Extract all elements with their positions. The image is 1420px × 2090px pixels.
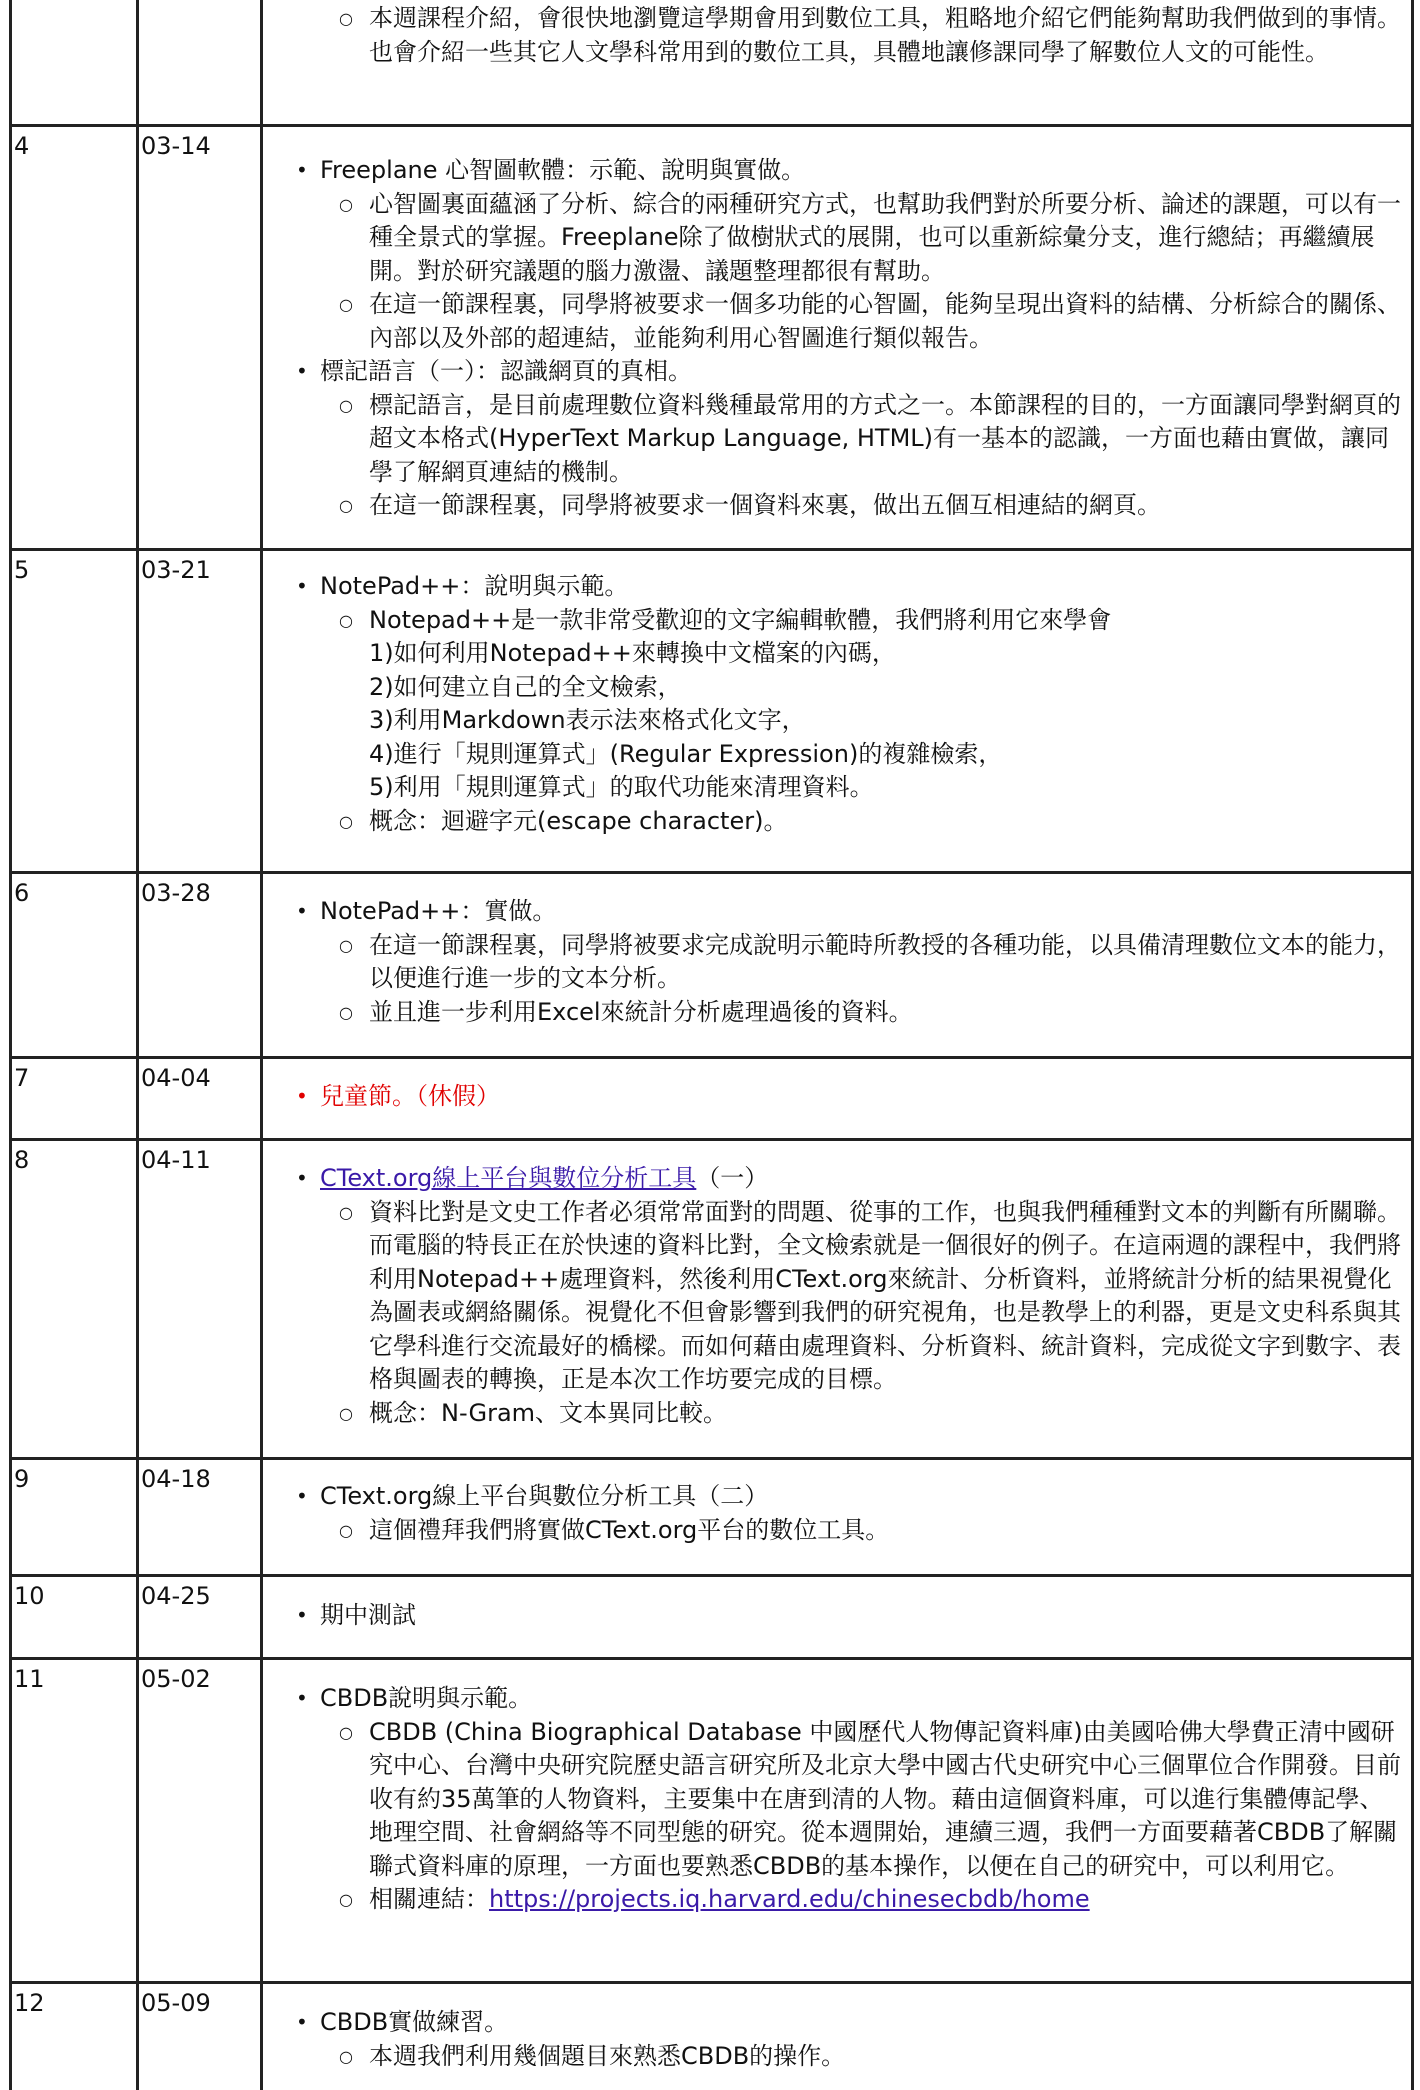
list-line: 4)進行「規則運算式」(Regular Expression)的複雜檢索，: [369, 739, 1003, 768]
week-cell: 6: [12, 874, 139, 1056]
related-links-label: 相關連結：: [369, 1885, 489, 1913]
list-item: ○ 這個禮拜我們將實做CText.org平台的數位工具。: [263, 1514, 1405, 1548]
content-cell: [263, 127, 1411, 548]
list-item: ○ 在這一節課程裏，同學將被要求一個資料來裏，做出五個互相連結的網頁。: [263, 489, 1405, 523]
list-item: ○ 本週課程介紹，會很快地瀏覽這學期會用到數位工具，粗略地介紹它們能夠幫助我們做到的事情。也會介紹一些其它人文學科常用到的數位工具，具體地讓修課同學了解數位人文的可能性。: [263, 2, 1405, 69]
cbdb-link[interactable]: https://projects.iq.harvard.edu/chinesecbdb/home: [489, 1885, 1090, 1913]
list-item: ○ 概念：迴避字元(escape character)。: [263, 805, 1405, 839]
table-row: [9, 1141, 1414, 1460]
list-item: ○ 本週我們利用幾個題目來熟悉CBDB的操作。: [263, 2040, 1405, 2074]
date-cell: 03-28: [139, 874, 263, 1056]
holiday-notice: • 兒童節。（休假）: [263, 1080, 1405, 1114]
table-row: [9, 551, 1414, 874]
content-cell: [263, 1577, 1411, 1657]
list-item: • CBDB實做練習。: [263, 2006, 1405, 2040]
list-line: 2)如何建立自己的全文檢索，: [369, 672, 682, 701]
table-row: [9, 874, 1414, 1059]
list-line: ○ Notepad++是一款非常受歡迎的文字編輯軟體，我們將利用它來學會: [369, 605, 1112, 634]
date-cell: [139, 0, 263, 124]
content-cell: [263, 874, 1411, 1056]
table-row: [9, 1059, 1414, 1141]
table-row: [9, 127, 1414, 551]
week-cell: 4: [12, 127, 139, 548]
date-cell: 03-14: [139, 127, 263, 548]
week-cell: 11: [12, 1660, 139, 1981]
content-cell: [263, 1660, 1411, 1981]
week-cell: 5: [12, 551, 139, 871]
list-item: ○ CBDB (China Biographical Database 中國歷代人物傳記資料庫)由美國哈佛大學費正清中國研究中心、台灣中央研究院歷史語言研究所及北京大學中國古代史研究中心三個單位合作開發。目前收有約35萬筆的人物資料，主要集中在唐到清的人物。藉由這個資料庫，可以進行集體傳記學、地理空間、社會網絡等不同型態的研究。從本週開始，連續三週，我們一方面要藉著CBDB了解關聯式資料庫的原理，一方面也要熟悉CBDB的基本操作，以便在自己的研究中，可以利用它。: [263, 1716, 1405, 1884]
list-item: ○ 並且進一步利用Excel來統計分析處理過後的資料。: [263, 996, 1405, 1030]
date-cell: 04-18: [139, 1460, 263, 1574]
date-cell: 03-21: [139, 551, 263, 871]
content-cell: [263, 551, 1411, 871]
content-cell: [263, 1141, 1411, 1457]
table-row: [9, 1660, 1414, 1984]
ctext-link[interactable]: CText.org線上平台與數位分析工具: [320, 1164, 697, 1192]
list-item: • 期中測試: [263, 1599, 1405, 1633]
date-cell: 04-04: [139, 1059, 263, 1138]
list-item: • Freeplane 心智圖軟體：示範、說明與實做。: [263, 154, 1405, 188]
table-row: [9, 1577, 1414, 1660]
list-line: 3)利用Markdown表示法來格式化文字，: [369, 706, 806, 734]
list-item: • CText.org線上平台與數位分析工具（二）: [263, 1480, 1405, 1514]
list-item: ○ 概念：N-Gram、文本異同比較。: [263, 1397, 1405, 1431]
week-cell: 10: [12, 1577, 139, 1657]
list-item: ○ 資料比對是文史工作者必須常常面對的問題、從事的工作，也與我們種種對文本的判斷有所關聯。而電腦的特長正在於快速的資料比對，全文檢索就是一個很好的例子。在這兩週的課程中，我們將利用Notepad++處理資料，然後利用CText.org來統計、分析資料，並將統計分析的結果視覺化為圖表或網絡關係。視覺化不但會影響到我們的研究視角，也是教學上的利器，更是文史科系與其它學科進行交流最好的橋樑。而如何藉由處理資料、分析資料、統計資料，完成從文字到數字、表格與圖表的轉換，正是本次工作坊要完成的目標。: [263, 1196, 1405, 1397]
list-item: [263, 604, 1405, 805]
week-cell: 7: [12, 1059, 139, 1138]
list-item: • 標記語言（一）：認識網頁的真相。: [263, 355, 1405, 389]
list-item: ○ 在這一節課程裏，同學將被要求一個多功能的心智圖，能夠呈現出資料的結構、分析綜合的關係、內部以及外部的超連結，並能夠利用心智圖進行類似報告。: [263, 288, 1405, 355]
table-row: [9, 1460, 1414, 1577]
list-line: 1)如何利用Notepad++來轉換中文檔案的內碼，: [369, 639, 896, 667]
list-item: • NotePad++：說明與示範。: [263, 570, 1405, 604]
list-item: ○ 心智圖裏面蘊涵了分析、綜合的兩種研究方式，也幫助我們對於所要分析、論述的課題，可以有一種全景式的掌握。Freeplane除了做樹狀式的展開，也可以重新綜彙分支，進行總結；再繼續展開。對於研究議題的腦力激盪、議題整理都很有幫助。: [263, 188, 1405, 289]
list-item: • CBDB說明與示範。: [263, 1682, 1405, 1716]
list-item: [263, 1883, 1405, 1917]
date-cell: 05-02: [139, 1660, 263, 1981]
list-line: 5)利用「規則運算式」的取代功能來清理資料。: [369, 773, 874, 801]
table-row: [9, 0, 1414, 127]
table-row: [9, 1984, 1414, 2090]
list-item: [263, 1162, 1405, 1196]
week-cell: 9: [12, 1460, 139, 1574]
week-cell: [12, 0, 139, 124]
content-cell: [263, 1460, 1411, 1574]
content-cell: [263, 1984, 1411, 2090]
list-item: ○ 在這一節課程裏，同學將被要求完成說明示範時所教授的各種功能，以具備清理數位文本的能力，以便進行進一步的文本分析。: [263, 929, 1405, 996]
content-cell: [263, 0, 1411, 124]
list-item: • NotePad++：實做。: [263, 895, 1405, 929]
list-item: ○ 標記語言，是目前處理數位資料幾種最常用的方式之一。本節課程的目的，一方面讓同學對網頁的超文本格式(HyperText Markup Language, HTML)有一基本的認識，一方面也藉由實做，讓同學了解網頁連結的機制。: [263, 389, 1405, 490]
date-cell: 04-25: [139, 1577, 263, 1657]
date-cell: 04-11: [139, 1141, 263, 1457]
date-cell: 05-09: [139, 1984, 263, 2090]
list-item-suffix: （一）: [696, 1164, 769, 1192]
week-cell: 8: [12, 1141, 139, 1457]
content-cell: [263, 1059, 1411, 1138]
week-cell: 12: [12, 1984, 139, 2090]
